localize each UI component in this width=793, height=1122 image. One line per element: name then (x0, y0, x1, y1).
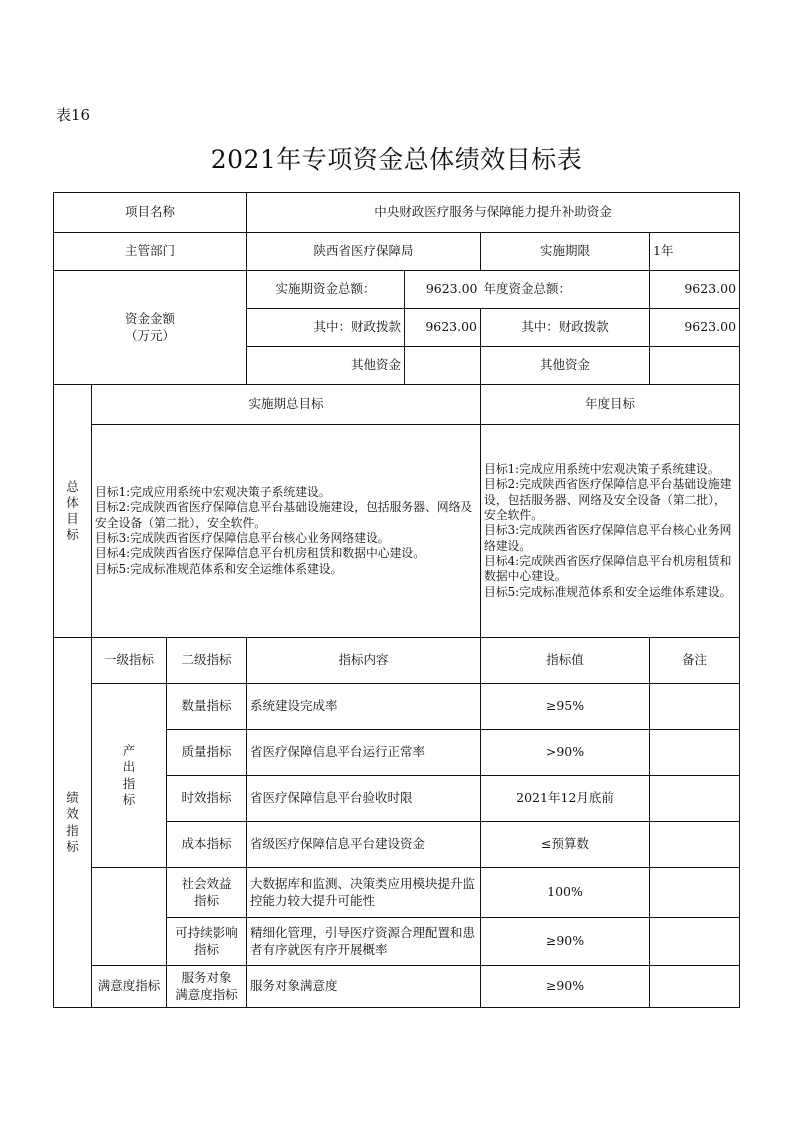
value-cell: ≥95% (481, 684, 650, 730)
satisfaction-content: 服务对象满意度 (247, 966, 481, 1008)
funds-label (54, 271, 247, 385)
content-cell: 省级医疗保障信息平台建设资金 (247, 822, 481, 868)
level2-cell: 成本指标 (167, 822, 247, 868)
annual-fiscal-value: 9623.00 (650, 309, 740, 347)
indicators-header-row (54, 638, 740, 684)
page-title: 2021年专项资金总体绩效目标表 (210, 145, 583, 174)
note-header: 备注 (650, 638, 740, 684)
project-name-value: 中央财政医疗服务与保障能力提升补助资金 (247, 193, 740, 233)
content-cell: 大数据库和监测、决策类应用模块提升监控能力较大提升可能性 (247, 868, 481, 918)
table-label: 表16 (56, 106, 91, 124)
note-cell (650, 868, 740, 918)
period-other-label: 其他资金 (247, 347, 405, 385)
funds-label-line2: （万元） (125, 327, 176, 343)
level1-header: 一级指标 (92, 638, 167, 684)
level2-cell: 时效指标 (167, 776, 247, 822)
annual-total-label: 年度资金总额： (481, 271, 650, 309)
department-value: 陕西省医疗保障局 (247, 233, 481, 271)
value-cell: ≥90% (481, 918, 650, 966)
value-cell: 100% (481, 868, 650, 918)
funds-total-row (54, 271, 740, 309)
level2-cell: 质量指标 (167, 730, 247, 776)
note-cell (650, 822, 740, 868)
period-other-value (405, 347, 481, 385)
level2-header: 二级指标 (167, 638, 247, 684)
period-goals-header: 实施期总目标 (92, 385, 481, 425)
level2-cell: 数量指标 (167, 684, 247, 730)
period-goals-text: 目标1:完成应用系统中宏观决策子系统建设。 目标2:完成陕西省医疗保障信息平台基础设施建设，包括服务器、网络及安全设备（第二批），安全软件。 目标3:完成陕西省医疗保障信息平台核心业务网络建设。 目标4:完成陕西省医疗保障信息平台机房租赁和数据中心建设。 目标5:完成标准规范体系和安全运维体系建设。 (92, 425, 481, 638)
goals-section-label: 总 体 目 标 (54, 385, 92, 638)
period-fiscal-value: 9623.00 (405, 309, 481, 347)
note-cell (650, 684, 740, 730)
period-total-value: 9623.00 (405, 271, 481, 309)
value-header: 指标值 (481, 638, 650, 684)
annual-total-value: 9623.00 (650, 271, 740, 309)
value-cell: ≤预算数 (481, 822, 650, 868)
note-cell (650, 776, 740, 822)
department-row (54, 233, 740, 271)
note-cell (650, 966, 740, 1008)
effect-indicator-label (92, 868, 167, 966)
content-cell: 省医疗保障信息平台验收时限 (247, 776, 481, 822)
note-cell (650, 918, 740, 966)
period-value: 1年 (650, 233, 740, 271)
note-cell (650, 730, 740, 776)
goals-body-row (54, 425, 740, 638)
value-cell: 2021年12月底前 (481, 776, 650, 822)
content-header: 指标内容 (247, 638, 481, 684)
indicators-section-label: 绩 效 指 标 (54, 638, 92, 1008)
satisfaction-level2: 服务对象 满意度指标 (167, 966, 247, 1008)
content-cell: 精细化管理，引导医疗资源合理配置和患者有序就医有序开展概率 (247, 918, 481, 966)
annual-other-value (650, 347, 740, 385)
annual-goals-text: 目标1:完成应用系统中宏观决策子系统建设。 目标2:完成陕西省医疗保障信息平台基础设施建设，包括服务器、网络及安全设备（第二批），安全软件。 目标3:完成陕西省医疗保障信息平台核心业务网络建设。 目标4:完成陕西省医疗保障信息平台机房租赁和数据中心建设。 目标5:完成标准规范体系和安全运维体系建设。 (481, 425, 740, 638)
level2-cell: 社会效益 指标 (167, 868, 247, 918)
project-name-label: 项目名称 (54, 193, 247, 233)
goals-header-row (54, 385, 740, 425)
output-indicator-label: 产 出 指 标 (92, 684, 167, 868)
annual-fiscal-label: 其中：财政拨款 (481, 309, 650, 347)
department-label: 主管部门 (54, 233, 247, 271)
project-name-row (54, 193, 740, 233)
period-fiscal-label: 其中：财政拨款 (247, 309, 405, 347)
satisfaction-level1: 满意度指标 (92, 966, 167, 1008)
period-label: 实施期限 (481, 233, 650, 271)
performance-table (53, 192, 740, 1008)
value-cell: >90% (481, 730, 650, 776)
funds-label-line1: 资金金额 (125, 311, 176, 327)
content-cell: 系统建设完成率 (247, 684, 481, 730)
indicator-row (54, 868, 740, 918)
satisfaction-value: ≥90% (481, 966, 650, 1008)
indicator-row (54, 684, 740, 730)
level2-cell: 可持续影响 指标 (167, 918, 247, 966)
annual-goals-header: 年度目标 (481, 385, 740, 425)
satisfaction-row (54, 966, 740, 1008)
period-total-label: 实施期资金总额： (247, 271, 405, 309)
content-cell: 省医疗保障信息平台运行正常率 (247, 730, 481, 776)
annual-other-label: 其他资金 (481, 347, 650, 385)
